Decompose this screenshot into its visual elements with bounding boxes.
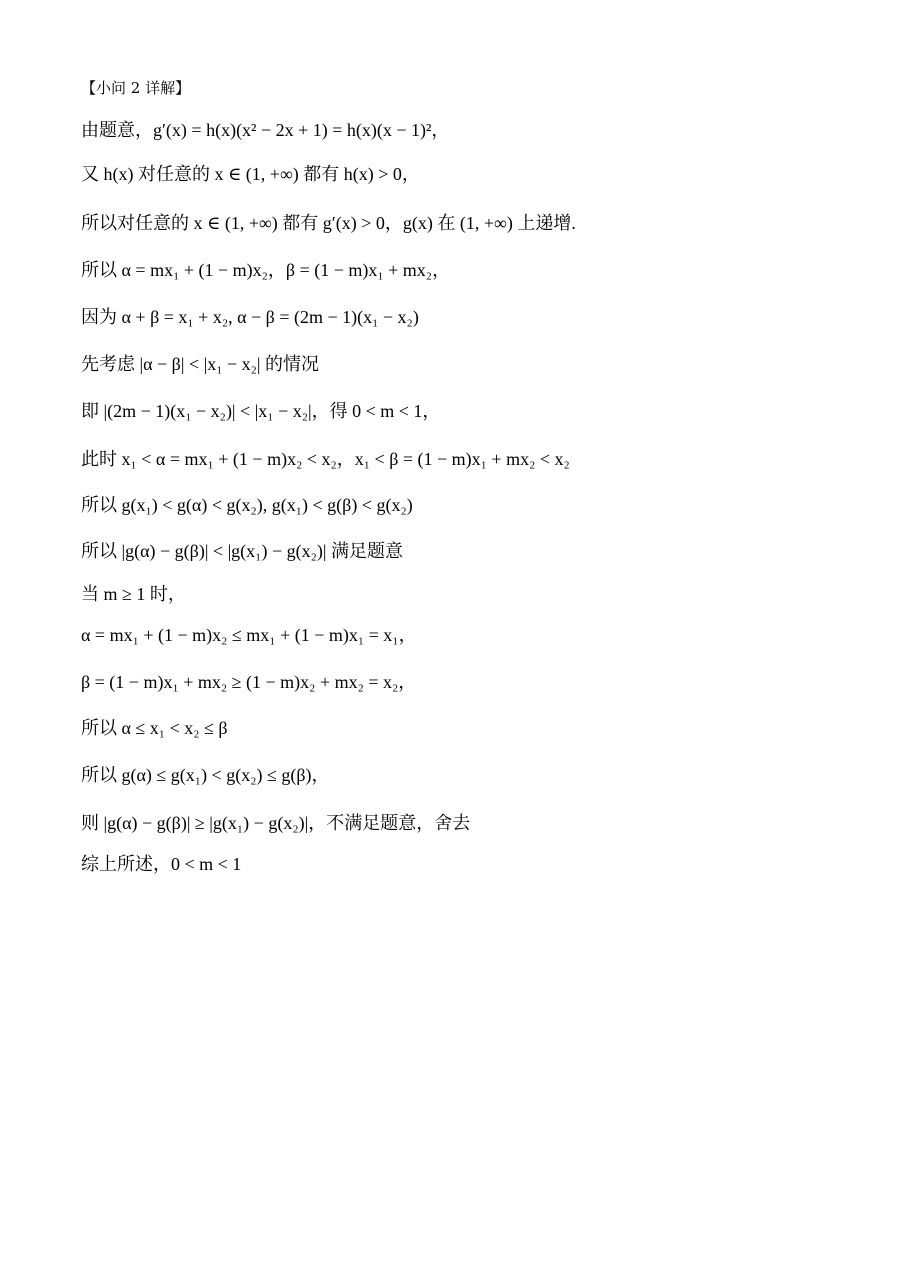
interval-bounds-line: 此时 x₁ < α = mx₁ + (1 − m)x₂ < x₂，x₁ < β = (1 − m)x₁ + mx₂ < x₂ — [81, 449, 570, 469]
case-inequality-line: 即 |(2m − 1)(x₁ − x₂)| < |x₁ − x₂|，得 0 < m < 1， — [81, 401, 441, 421]
derivative-line: 由题意，g′(x) = h(x)(x² − 2x + 1) = h(x)(x − 1)²， — [81, 120, 450, 140]
g-ordering-line: 所以 g(α) ≤ g(x₁) < g(x₂) ≤ g(β)， — [81, 765, 330, 785]
monotonic-line: 所以对任意的 x ∈ (1, +∞) 都有 g′(x) > 0，g(x) 在 (1, +∞) 上递增. — [81, 213, 576, 233]
case-m-ge-1-line: 当 m ≥ 1 时， — [81, 584, 186, 604]
beta-bound-line: β = (1 − m)x₁ + mx₂ ≥ (1 − m)x₂ + mx₂ = x₂， — [81, 672, 417, 692]
alpha-beta-definition: 所以 α = mx₁ + (1 − m)x₂，β = (1 − m)x₁ + mx₂， — [81, 260, 451, 280]
alpha-bound-line: α = mx₁ + (1 − m)x₂ ≤ mx₁ + (1 − m)x₁ = x₁， — [81, 625, 417, 645]
conclusion-line: 综上所述，0 < m < 1 — [81, 854, 242, 874]
ordering-line: 所以 α ≤ x₁ < x₂ ≤ β — [81, 718, 228, 738]
section-heading: 【小问 2 详解】 — [81, 79, 191, 97]
reject-line: 则 |g(α) − g(β)| ≥ |g(x₁) − g(x₂)|，不满足题意，舍去 — [81, 813, 471, 833]
h-positive-line: 又 h(x) 对任意的 x ∈ (1, +∞) 都有 h(x) > 0， — [81, 164, 420, 184]
sum-difference-line: 因为 α + β = x₁ + x₂, α − β = (2m − 1)(x₁ − x₂) — [81, 307, 419, 327]
g-order-line: 所以 g(x₁) < g(α) < g(x₂), g(x₁) < g(β) < g(x₂) — [81, 495, 413, 515]
case-consider-line: 先考虑 |α − β| < |x₁ − x₂| 的情况 — [81, 354, 320, 374]
satisfies-line: 所以 |g(α) − g(β)| < |g(x₁) − g(x₂)| 满足题意 — [81, 541, 403, 561]
